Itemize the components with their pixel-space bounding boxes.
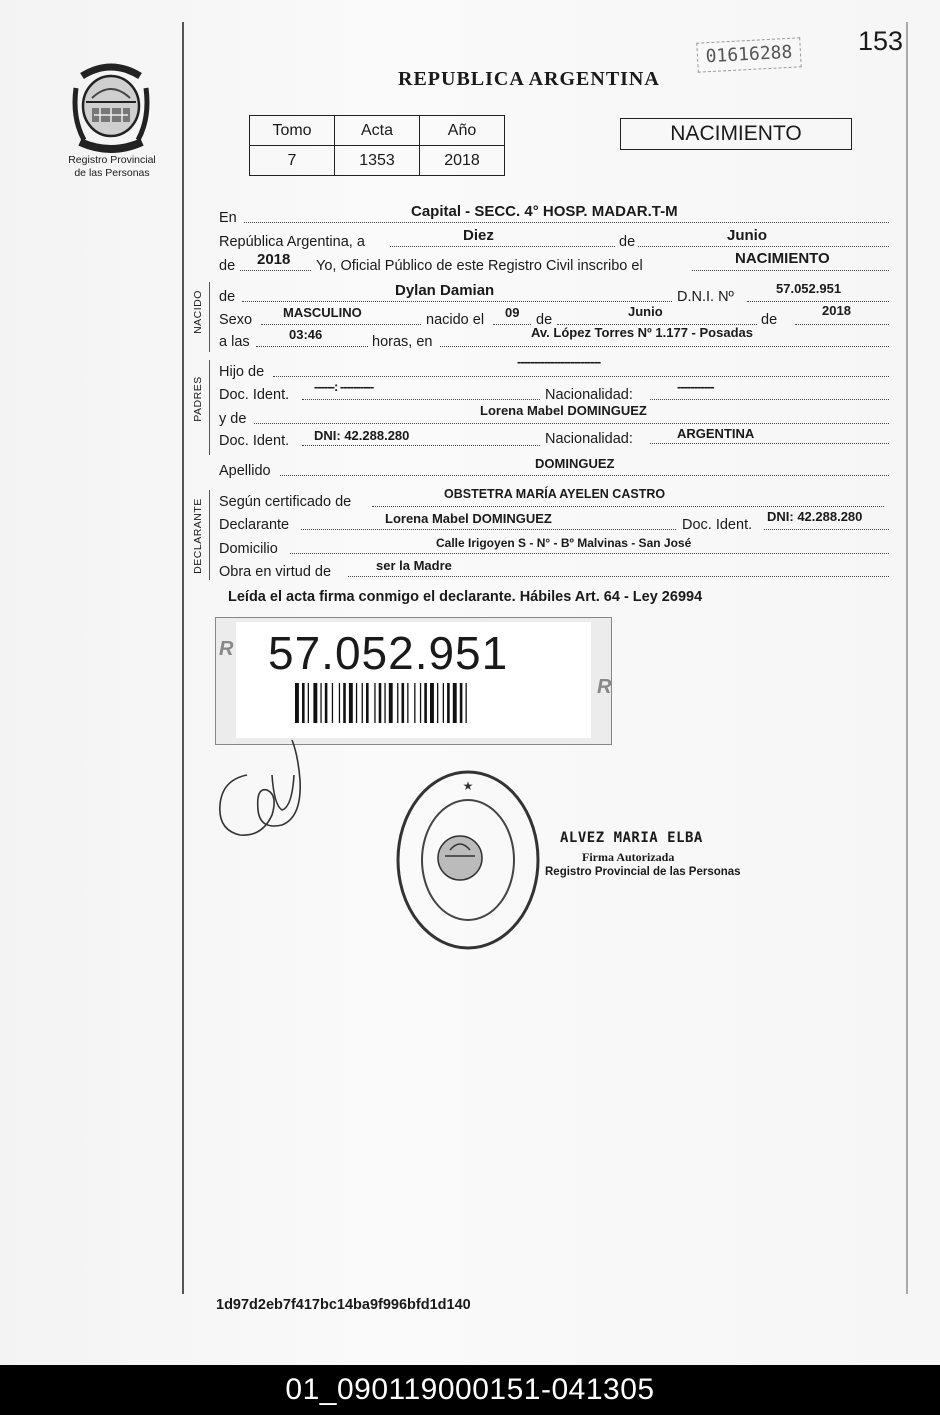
dni-sticker-side-letter-right: R [597, 676, 612, 698]
field-line [795, 324, 889, 325]
declarant-address: Calle Irigoyen S - N° - Bº Malvinas - San José [436, 536, 692, 550]
barcode-bar [420, 683, 421, 723]
child-name: Dylan Damian [395, 282, 495, 299]
label-doc-declarante: Doc. Ident. [682, 517, 753, 533]
label-y-de: y de [219, 411, 247, 427]
handwritten-signature [212, 735, 312, 850]
label-a-las: a las [219, 334, 250, 350]
inscribed-event: NACIMIENTO [735, 250, 830, 267]
logo-caption [52, 154, 172, 180]
declarant-name: Lorena Mabel DOMINGUEZ [385, 511, 552, 526]
record-type-box: NACIMIENTO [620, 118, 852, 150]
field-line [638, 246, 889, 247]
field-line [273, 376, 889, 377]
barcode-bar [374, 683, 375, 723]
label-de-name: de [219, 289, 236, 305]
label-de-month: de [536, 312, 553, 328]
barcode [295, 683, 515, 723]
nacido-section-bar [209, 282, 210, 352]
label-domicilio: Domicilio [219, 541, 278, 557]
header-acta: Acta [335, 116, 420, 146]
field-line [302, 399, 540, 400]
field-line [747, 301, 889, 302]
barcode-bar [349, 683, 353, 723]
field-line [692, 270, 889, 271]
field-line [254, 423, 889, 424]
section-label-padres: PADRES [192, 376, 204, 422]
barcode-bar [389, 683, 393, 723]
barcode-bar [447, 683, 450, 723]
barcode-bar [339, 683, 340, 723]
padres-section-bar [209, 360, 210, 455]
birth-place: Av. López Torres Nº 1.177 - Posadas [531, 325, 753, 340]
mother-name: Lorena Mabel DOMINGUEZ [480, 403, 647, 418]
section-label-declarante: DECLARANTE [192, 498, 204, 574]
birth-time: 03:46 [289, 327, 323, 342]
field-line [372, 506, 884, 507]
place-of-record: Capital - SECC. 4° HOSP. MADAR.T-M [411, 203, 678, 220]
field-line [390, 246, 615, 247]
label-de: de [619, 234, 636, 250]
barcode-bar [397, 683, 398, 723]
field-line [240, 270, 311, 271]
signatory-role: Firma Autorizada [582, 850, 675, 864]
logo-caption-line1: Registro Provincial [68, 154, 156, 166]
father-nationality: ----------- [677, 379, 714, 394]
field-line [242, 301, 672, 302]
barcode-bar [384, 683, 385, 723]
header-ano: Año [420, 116, 505, 146]
section-label-nacido: NACIDO [192, 290, 204, 334]
barcode-bar [466, 683, 467, 723]
label-doc-father: Doc. Ident. [219, 387, 290, 403]
birth-year: 2018 [822, 303, 851, 318]
seal-star-icon: ★ [462, 779, 474, 793]
child-sex: MASCULINO [283, 305, 362, 320]
label-declarante: Declarante [219, 517, 290, 533]
barcode-bar [366, 683, 369, 723]
barcode-bar [325, 683, 328, 723]
field-line [244, 222, 889, 223]
official-text: Yo, Oficial Público de este Registro Civil inscribo el [316, 258, 643, 274]
footer-id-bar: 01_090119000151-041305 [0, 1365, 940, 1415]
field-line [302, 445, 540, 446]
barcode-bar [379, 683, 382, 723]
label-republica: República Argentina, a [219, 234, 365, 250]
certificate-issuer: OBSTETRA MARÍA AYELEN CASTRO [444, 487, 666, 501]
label-nacionalidad-mother: Nacionalidad: [545, 431, 633, 447]
label-horas-en: horas, en [372, 334, 433, 350]
declarante-section-bar [209, 490, 210, 580]
barcode-bar [308, 683, 309, 723]
barcode-bar [332, 683, 333, 723]
acting-capacity: ser la Madre [376, 558, 452, 573]
value-tomo: 7 [250, 146, 335, 176]
field-line [261, 324, 421, 325]
field-line [493, 324, 531, 325]
barcode-bar [356, 683, 357, 723]
header-tomo: Tomo [250, 116, 335, 146]
field-line [280, 475, 889, 476]
field-line [764, 529, 889, 530]
logo-caption-line2: de las Personas [74, 167, 150, 179]
birth-month: Junio [628, 304, 663, 319]
barcode-bar [414, 683, 415, 723]
label-certificado: Según certificado de [219, 494, 352, 510]
reference-table-header-row [250, 116, 505, 146]
field-line [256, 346, 368, 347]
declarant-doc: DNI: 42.288.280 [767, 509, 863, 524]
barcode-bar [430, 683, 434, 723]
dni-sticker-side-letter-left: R [219, 638, 234, 660]
reference-table [249, 115, 505, 176]
label-de-birth-year: de [761, 312, 778, 328]
field-line [301, 529, 676, 530]
barcode-bar [343, 683, 346, 723]
record-year: 2018 [257, 251, 291, 268]
signatory-name: ALVEZ MARIA ELBA [560, 830, 703, 846]
father-doc: ------: ---------- [314, 379, 374, 394]
value-acta: 1353 [335, 146, 420, 176]
label-apellido: Apellido [219, 463, 271, 479]
label-de-year: de [219, 258, 236, 274]
label-nacido-el: nacido el [426, 312, 485, 328]
dni-sticker-number: 57.052.951 [268, 627, 509, 679]
right-margin-rule [906, 22, 908, 1294]
label-dni: D.N.I. Nº [677, 289, 734, 305]
page-number: 153 [858, 26, 904, 56]
barcode-bar [443, 683, 444, 723]
field-line [440, 346, 889, 347]
child-dni: 57.052.951 [776, 281, 842, 296]
barcode-bar [453, 683, 457, 723]
value-ano: 2018 [420, 146, 505, 176]
field-line [348, 576, 889, 577]
signatory-org: Registro Provincial de las Personas [545, 866, 741, 878]
barcode-bar [320, 683, 321, 723]
page-title: REPUBLICA ARGENTINA [398, 68, 660, 90]
barcode-bar [460, 683, 463, 723]
barcode-bar [302, 683, 305, 723]
barcode-bar [402, 683, 405, 723]
barcode-bar [362, 683, 363, 723]
father-name: ------------------------- [517, 354, 601, 369]
label-en: En [219, 210, 237, 226]
barcode-bar [424, 683, 427, 723]
label-sexo: Sexo [219, 312, 253, 328]
record-day: Diez [463, 227, 494, 244]
birth-day: 09 [505, 305, 520, 320]
record-month: Junio [727, 227, 767, 244]
barcode-bar [407, 683, 408, 723]
child-surname: DOMINGUEZ [535, 456, 615, 471]
left-margin-rule [182, 22, 184, 1294]
document-hash: 1d97d2eb7f417bc14ba9f996bfd1d140 [216, 1297, 471, 1313]
mother-nationality: ARGENTINA [677, 426, 755, 441]
label-hijo-de: Hijo de [219, 364, 265, 380]
label-nacionalidad-father: Nacionalidad: [545, 387, 633, 403]
barcode-bar [313, 683, 317, 723]
label-doc-mother: Doc. Ident. [219, 433, 290, 449]
barcode-bar [437, 683, 438, 723]
field-line [290, 553, 889, 554]
serial-stamp: 01616288 [696, 37, 801, 72]
field-line [650, 399, 889, 400]
barcode-bar [295, 683, 299, 723]
official-seal [395, 768, 545, 953]
field-line [650, 443, 889, 444]
reference-table-value-row [250, 146, 505, 176]
misiones-coat-of-arms-logo [70, 58, 152, 158]
label-obra: Obra en virtud de [219, 564, 332, 580]
legal-statement: Leída el acta firma conmigo el declarante. Hábiles Art. 64 - Ley 26994 [228, 589, 703, 605]
mother-doc: DNI: 42.288.280 [314, 428, 410, 443]
